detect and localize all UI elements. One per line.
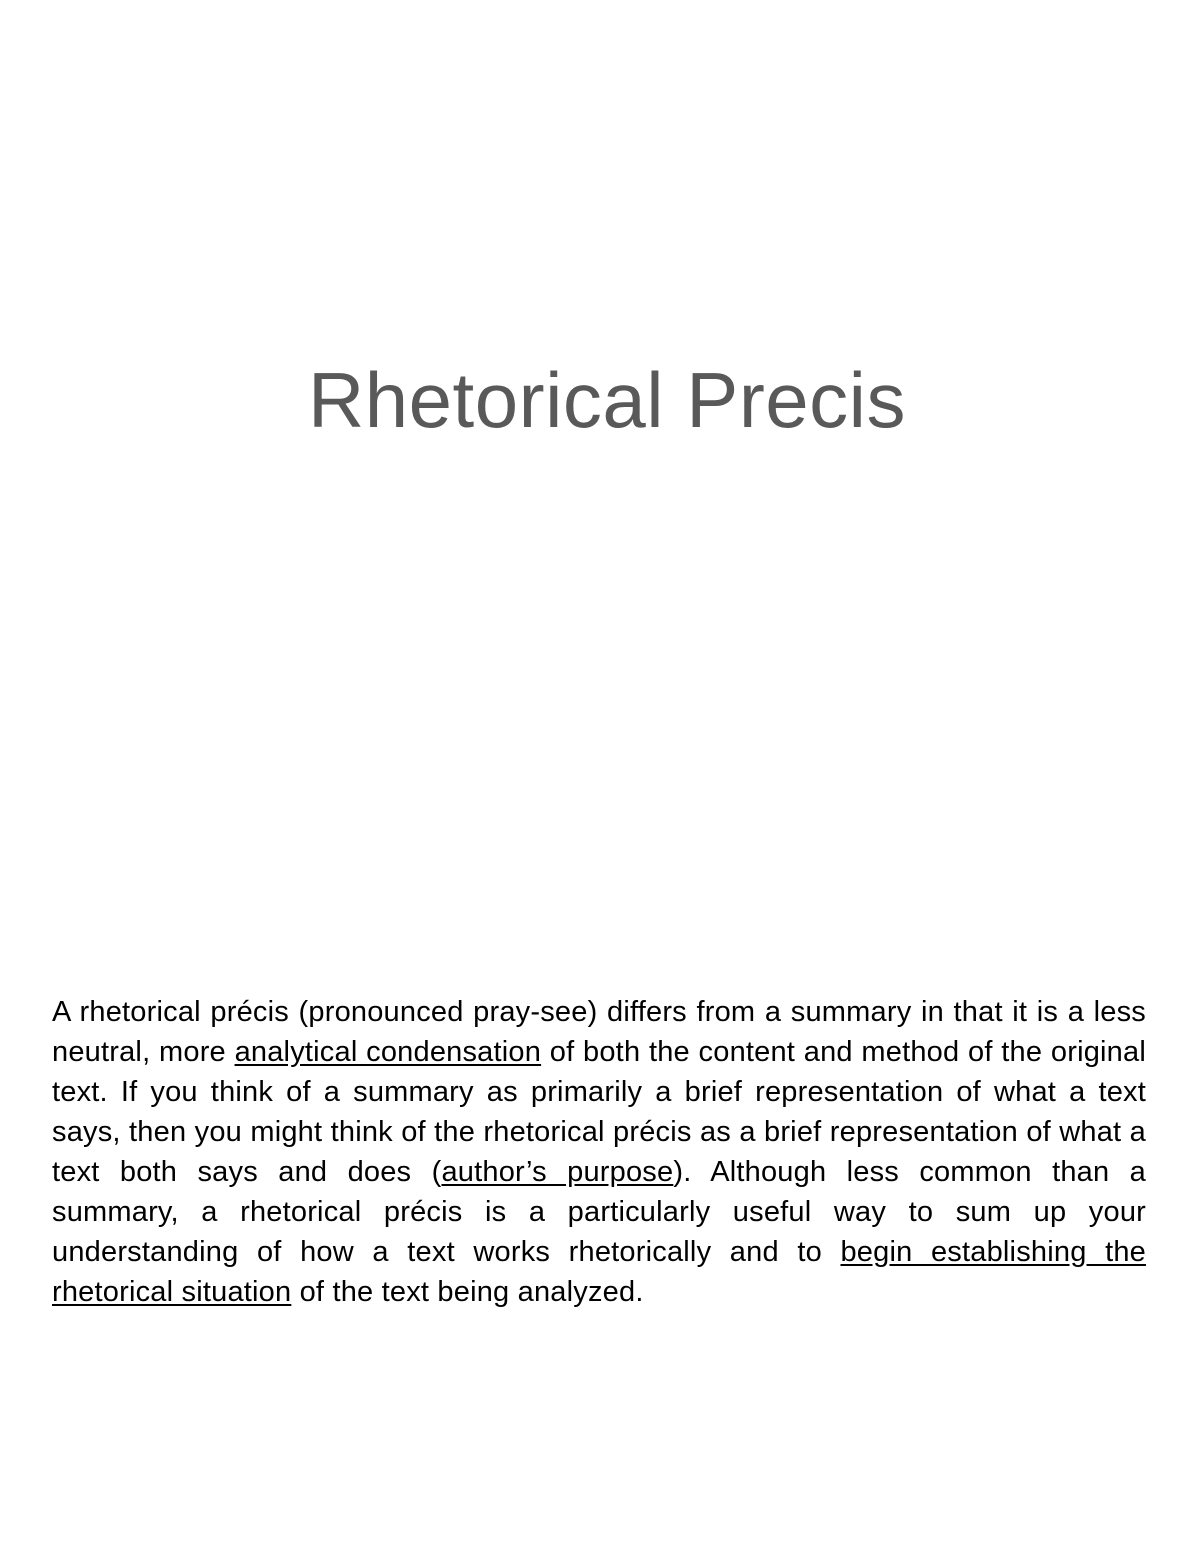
- underlined-phrase-analytical-condensation: analytical condensation: [234, 1036, 542, 1068]
- body-paragraph: [52, 992, 1146, 1312]
- paragraph-segment: A rhetorical précis (pronounced pray-see) differs from a summary in that it is a less neutral, more: [52, 996, 1146, 1068]
- paragraph-segment: of the text being analyzed.: [291, 1276, 644, 1308]
- paragraph-segment: of both the content and method of the original text. If you think of a summary as primarily a brief representation of what a text says, then you might think of the rhetorical précis as a brief representation of what a text both says and does (: [52, 1036, 1146, 1188]
- slide-title: Rhetorical Precis: [307, 356, 907, 444]
- underlined-phrase-rhetorical-situation: begin establishing the rhetorical situation: [52, 1236, 1146, 1308]
- underlined-phrase-authors-purpose: author’s purpose: [441, 1156, 674, 1188]
- paragraph-segment: ). Although less common than a summary, a rhetorical précis is a particularly useful way to sum up your understanding of how a text works rhetorically and to: [52, 1156, 1147, 1268]
